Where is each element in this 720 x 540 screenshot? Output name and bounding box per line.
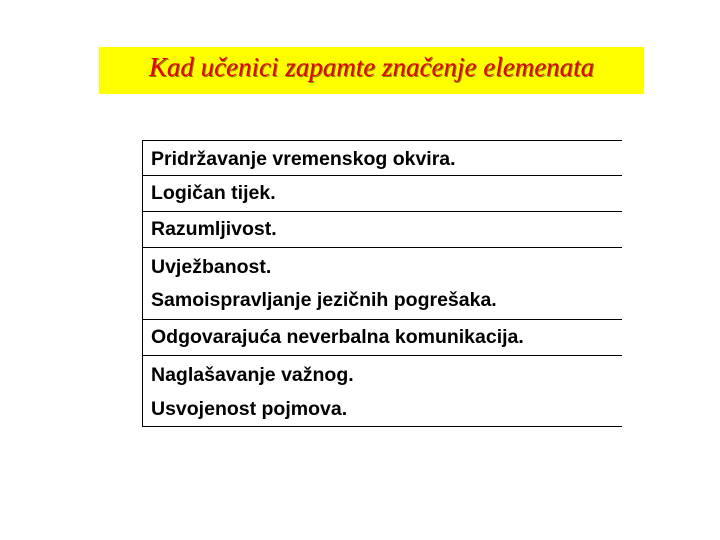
row-divider xyxy=(143,175,622,176)
row-divider xyxy=(143,319,622,320)
criteria-item: Pridržavanje vremenskog okvira. xyxy=(151,148,456,170)
criteria-item: Naglašavanje važnog. xyxy=(151,364,354,386)
criteria-item: Razumljivost. xyxy=(151,218,277,240)
row-divider xyxy=(143,247,622,248)
criteria-item: Logičan tijek. xyxy=(151,182,276,204)
slide-title: Kad učenici zapamte značenje elemenata xyxy=(148,52,595,82)
row-divider xyxy=(143,355,622,356)
row-divider xyxy=(143,211,622,212)
criteria-item: Usvojenost pojmova. xyxy=(151,398,348,420)
title-banner xyxy=(99,47,644,94)
criteria-item: Uvježbanost. xyxy=(151,256,272,278)
criteria-item: Samoispravljanje jezičnih pogrešaka. xyxy=(151,289,497,311)
criteria-box xyxy=(142,140,622,427)
criteria-item: Odgovarajuća neverbalna komunikacija. xyxy=(151,326,524,348)
